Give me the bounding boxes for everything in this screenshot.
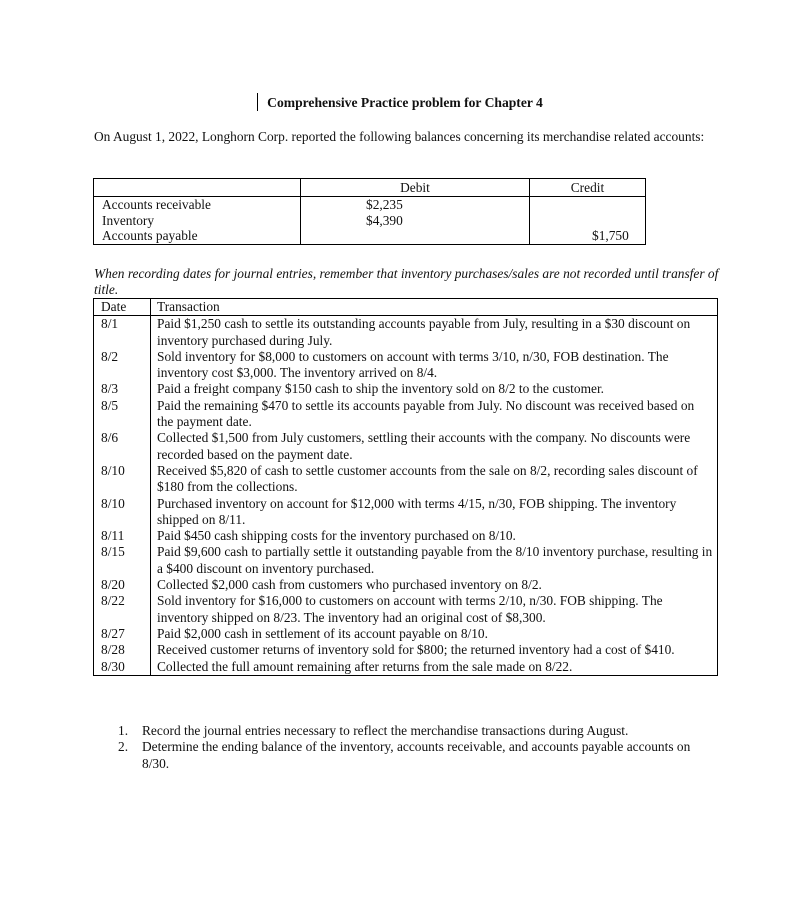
transaction-text: Paid a freight company $150 cash to ship the inventory sold on 8/2 to the customer. [151, 381, 718, 397]
transaction-row [94, 659, 718, 676]
transactions-header-row [94, 299, 718, 316]
transaction-date: 8/5 [94, 398, 151, 431]
transaction-text: Purchased inventory on account for $12,000 with terms 4/15, n/30, FOB shipping. The inventory shipped on 8/11. [151, 496, 718, 529]
page-title: Comprehensive Practice problem for Chapter 4 [267, 95, 543, 110]
transaction-row [94, 544, 718, 577]
balances-row [94, 228, 646, 244]
transactions-table [93, 298, 718, 676]
transaction-row [94, 381, 718, 397]
transaction-text: Collected the full amount remaining after returns from the sale made on 8/22. [151, 659, 718, 676]
task-item [118, 723, 718, 739]
transaction-date: 8/2 [94, 349, 151, 382]
balances-header-debit: Debit [301, 179, 530, 197]
balances-header-credit: Credit [530, 179, 646, 197]
transaction-date: 8/3 [94, 381, 151, 397]
task-number: 2. [118, 739, 129, 755]
transaction-text: Sold inventory for $8,000 to customers on account with terms 3/10, n/30, FOB destination. The inventory cost $3,000. The inventory arrived on 8/4. [151, 349, 718, 382]
transaction-row [94, 642, 718, 658]
transaction-date: 8/15 [94, 544, 151, 577]
debit-value: $4,390 [301, 213, 530, 229]
transaction-row [94, 577, 718, 593]
transaction-row [94, 496, 718, 529]
task-text: Record the journal entries necessary to reflect the merchandise transactions during August. [142, 723, 629, 738]
task-list [118, 723, 718, 772]
transaction-text: Paid $450 cash shipping costs for the inventory purchased on 8/10. [151, 528, 718, 544]
task-number: 1. [118, 723, 129, 738]
task-item [118, 739, 718, 772]
transaction-date: 8/10 [94, 496, 151, 529]
debit-value [301, 228, 530, 244]
credit-value [530, 213, 646, 229]
transaction-date: 8/22 [94, 593, 151, 626]
transaction-date: 8/28 [94, 642, 151, 658]
transaction-row [94, 430, 718, 463]
balances-table [93, 178, 646, 245]
transaction-text: Received $5,820 of cash to settle customer accounts from the sale on 8/2, recording sales discount of $180 from the collections. [151, 463, 718, 496]
transaction-text: Paid the remaining $470 to settle its accounts payable from July. No discount was received based on the payment date. [151, 398, 718, 431]
transaction-row [94, 398, 718, 431]
transaction-row [94, 528, 718, 544]
balances-header-row [94, 179, 646, 197]
credit-value [530, 197, 646, 213]
transaction-date: 8/20 [94, 577, 151, 593]
header-date: Date [94, 299, 151, 316]
intro-paragraph: On August 1, 2022, Longhorn Corp. reported the following balances concerning its merchandise related accounts: [94, 129, 705, 144]
transaction-date: 8/6 [94, 430, 151, 463]
header-transaction: Transaction [151, 299, 718, 316]
transaction-text: Paid $1,250 cash to settle its outstanding accounts payable from July, resulting in a $30 discount on inventory purchased during July. [151, 316, 718, 349]
transaction-row [94, 463, 718, 496]
balances-row [94, 197, 646, 213]
transaction-date: 8/27 [94, 626, 151, 642]
transaction-row [94, 316, 718, 349]
transaction-date: 8/30 [94, 659, 151, 676]
credit-value: $1,750 [530, 228, 646, 244]
account-name: Accounts receivable [94, 197, 301, 213]
balances-row [94, 213, 646, 229]
transaction-text: Sold inventory for $16,000 to customers on account with terms 2/10, n/30. FOB shipping. The inventory shipped on 8/23. The inventory had an original cost of $8,300. [151, 593, 718, 626]
transaction-date: 8/1 [94, 316, 151, 349]
transaction-row [94, 593, 718, 626]
transaction-text: Collected $1,500 from July customers, settling their accounts with the company. No discounts were recorded based on the payment date. [151, 430, 718, 463]
transaction-text: Paid $2,000 cash in settlement of its account payable on 8/10. [151, 626, 718, 642]
debit-value: $2,235 [301, 197, 530, 213]
transaction-text: Collected $2,000 cash from customers who purchased inventory on 8/2. [151, 577, 718, 593]
balances-header-account [94, 179, 301, 197]
task-text: Determine the ending balance of the inventory, accounts receivable, and accounts payable accounts on 8/30. [142, 739, 691, 771]
account-name: Accounts payable [94, 228, 301, 244]
transaction-row [94, 349, 718, 382]
transaction-text: Received customer returns of inventory sold for $800; the returned inventory had a cost of $410. [151, 642, 718, 658]
transaction-date: 8/11 [94, 528, 151, 544]
transaction-text: Paid $9,600 cash to partially settle it outstanding payable from the 8/10 inventory purchase, resulting in a $400 discount on inventory purchased. [151, 544, 718, 577]
recording-note: When recording dates for journal entries, remember that inventory purchases/sales are not recorded until transfer of title. [94, 266, 719, 297]
transaction-date: 8/10 [94, 463, 151, 496]
transaction-row [94, 626, 718, 642]
account-name: Inventory [94, 213, 301, 229]
